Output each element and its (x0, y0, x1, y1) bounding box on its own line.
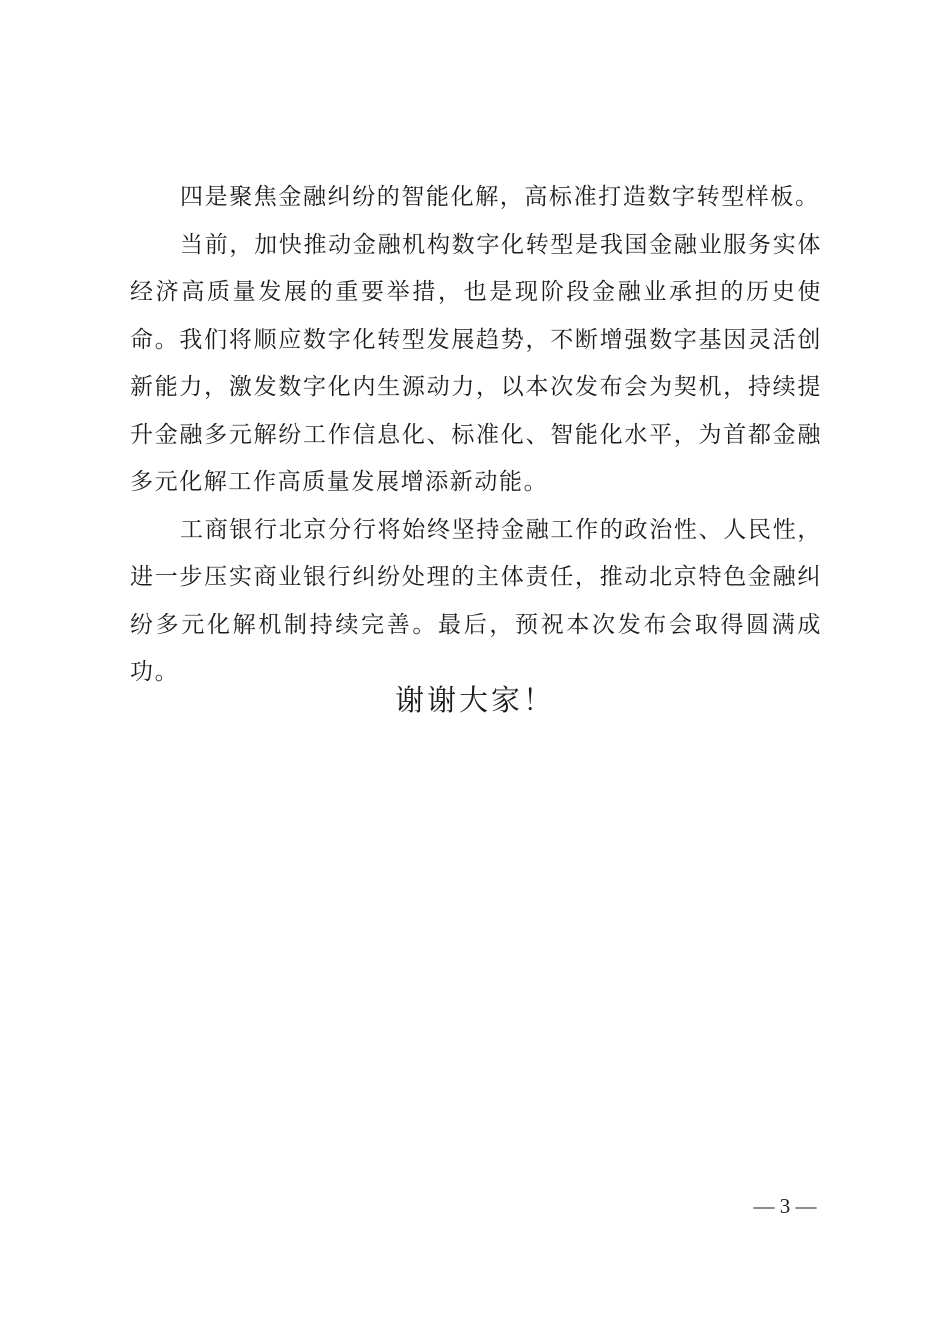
paragraph-digital-transformation: 当前，加快推动金融机构数字化转型是我国金融业服务实体经济高质量发展的重要举措，也是现阶段金融业承担的历史使命。我们将顺应数字化转型发展趋势，不断增强数字基因灵活创新能力，激发数字化内生源动力，以本次发布会为契机，持续提升金融多元解纷工作信息化、标准化、智能化水平，为首都金融多元化解工作高质量发展增添新动能。 (130, 231, 822, 495)
paragraph-point-four: 四是聚焦金融纠纷的智能化解，高标准打造数字转型样板。 (180, 184, 820, 210)
document-body (130, 174, 822, 697)
page-number: — 3 — (753, 1194, 817, 1218)
closing-thanks: 谢谢大家！ (394, 683, 555, 717)
paragraph-icbc-beijing: 工商银行北京分行将始终坚持金融工作的政治性、人民性，进一步压实商业银行纠纷处理的主体责任，推动北京特色金融纠纷多元化解机制持续完善。最后，预祝本次发布会取得圆满成功。 (130, 516, 822, 685)
